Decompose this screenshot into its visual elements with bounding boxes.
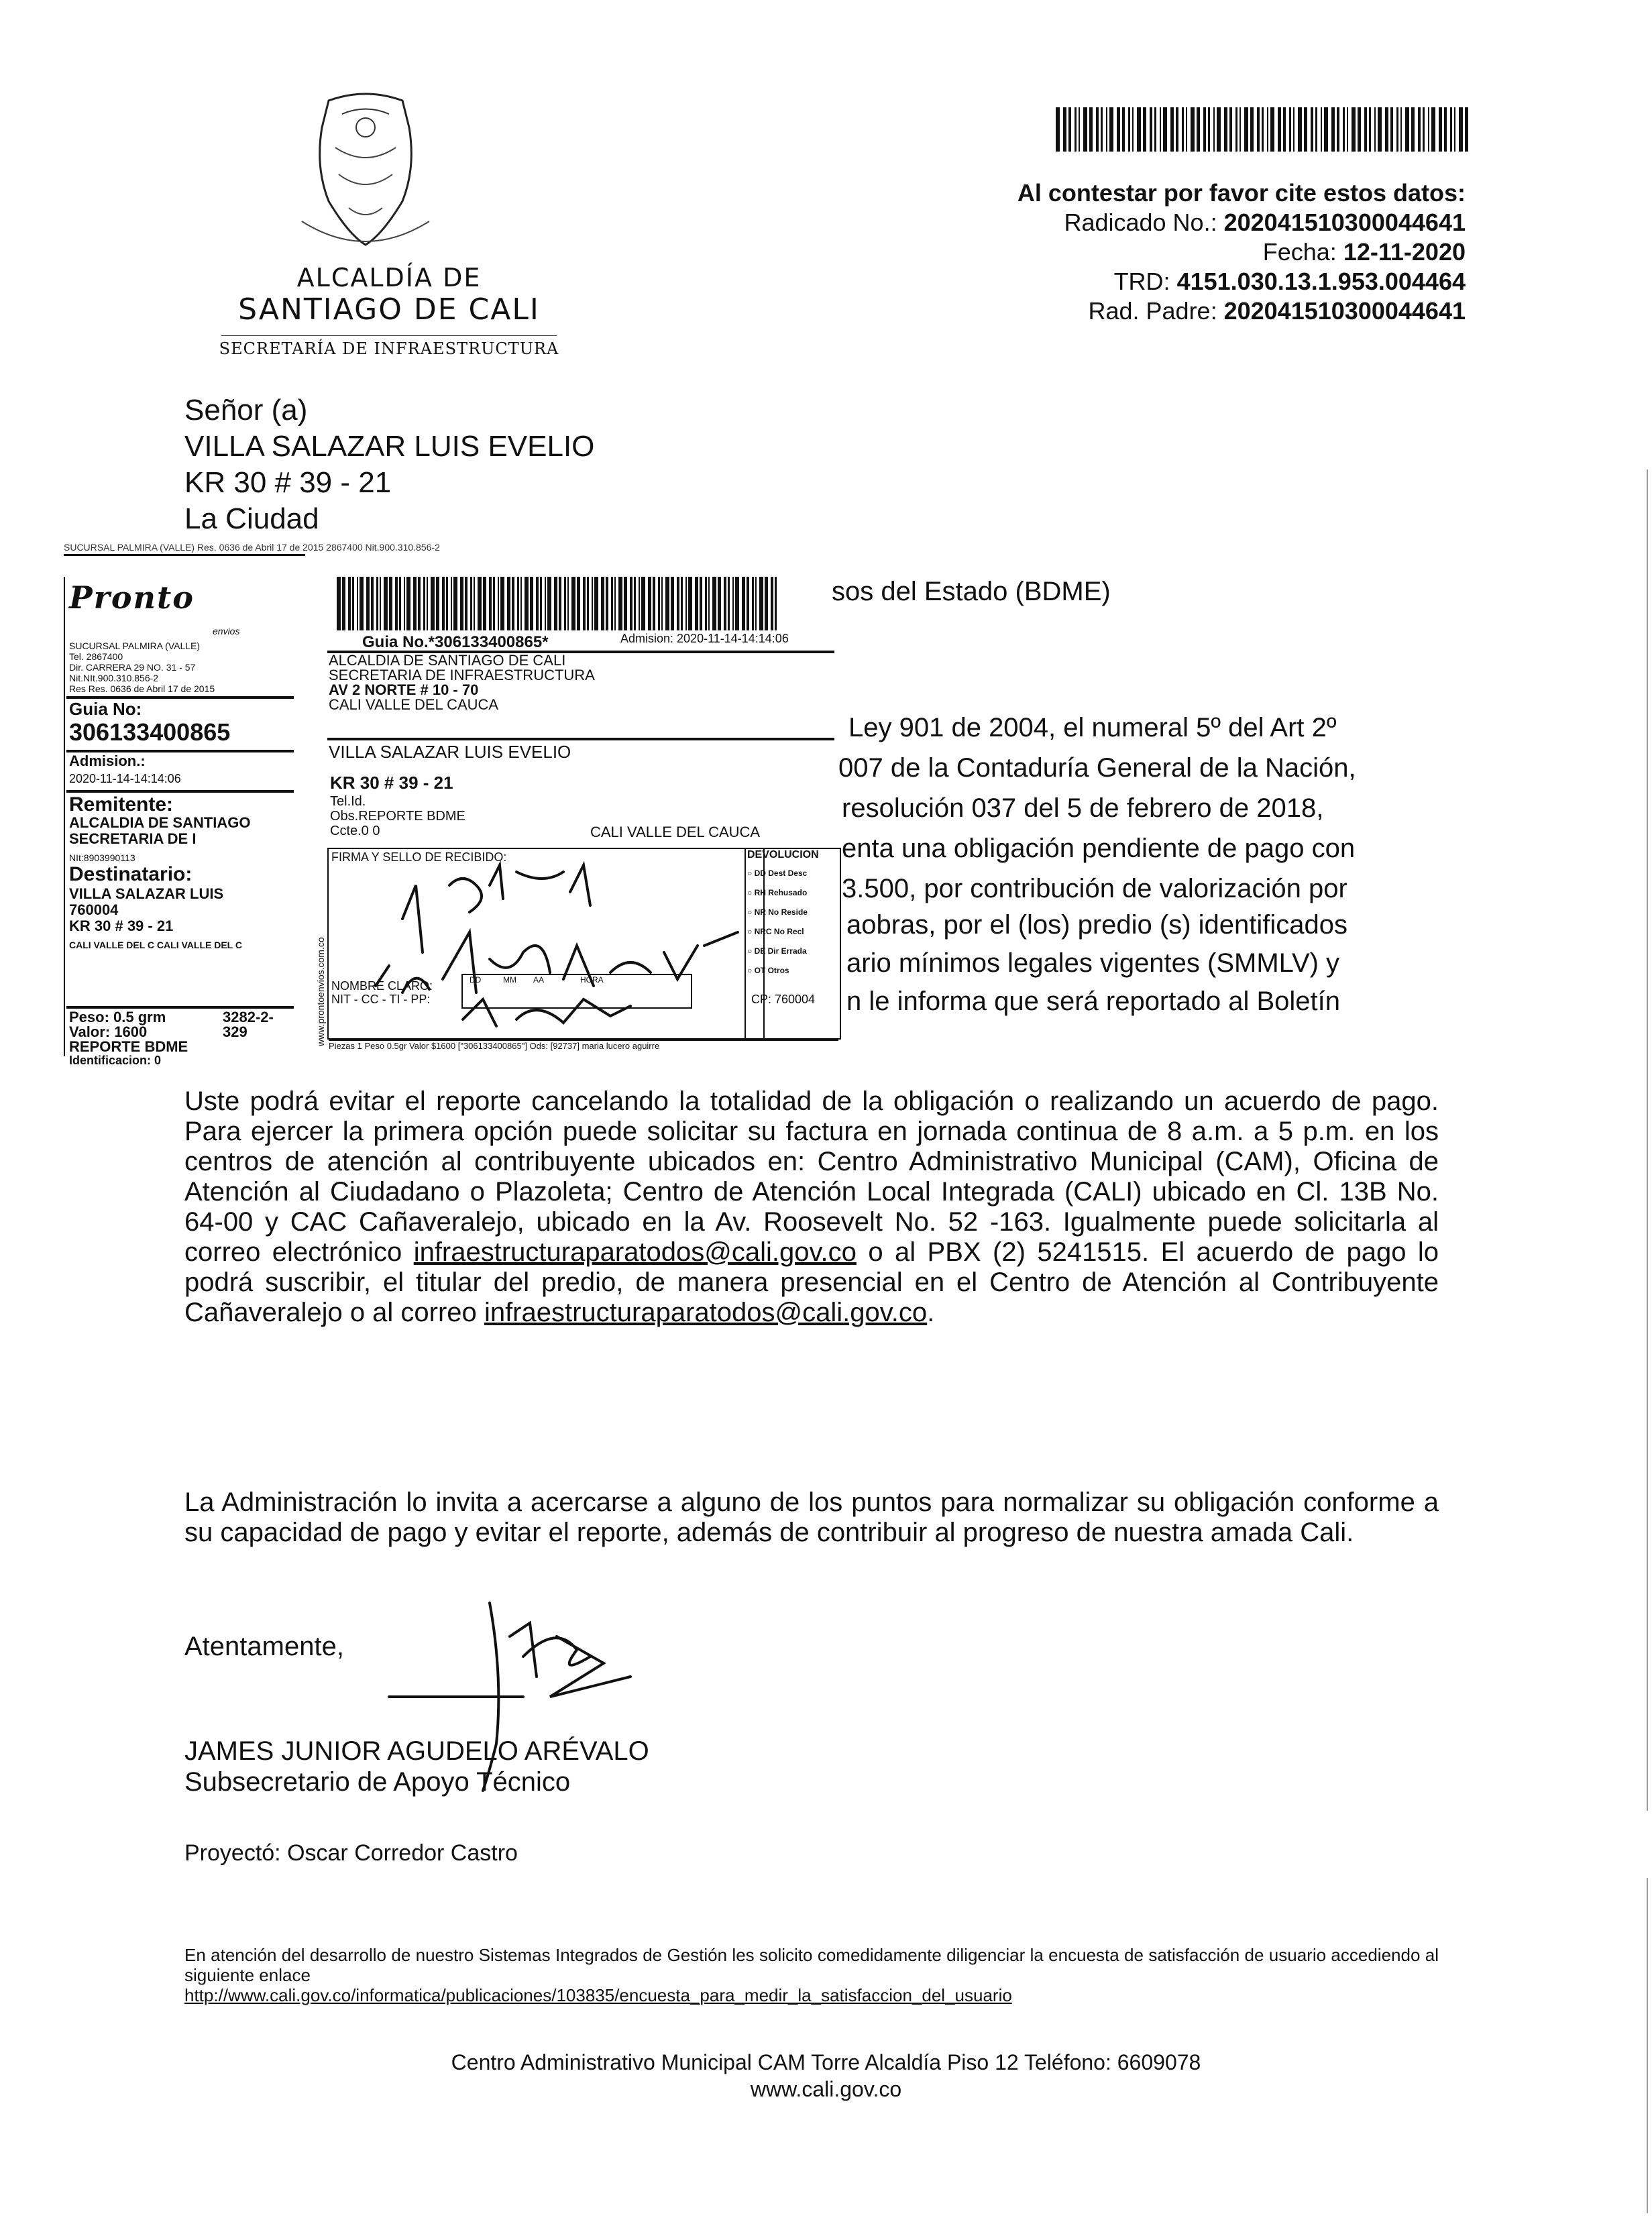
signer-block [184, 1736, 649, 1797]
stub-guia-value: 306133400865 [69, 718, 231, 746]
barcode-bar [677, 577, 679, 630]
barcode-bar [512, 577, 514, 630]
branch-dir: Dir. CARRERA 29 NO. 31 - 57 [69, 662, 196, 673]
guia-number: Guia No.*306133400865* [362, 633, 549, 651]
barcode-bar [665, 577, 669, 630]
barcode-bar [618, 577, 622, 630]
barcode-bar [1400, 107, 1402, 152]
barcode-bar [1454, 107, 1455, 152]
branch-tel: Tel. 2867400 [69, 651, 123, 662]
dev-option: ○ DE Dir Errada [747, 946, 807, 956]
barcode-bar [1465, 107, 1468, 152]
barcode-bar [395, 577, 398, 630]
barcode-bar [705, 577, 707, 630]
body-fragment-4: resolución 037 del 5 de febrero de 2018, [842, 793, 1324, 823]
barcode-bar [517, 577, 519, 630]
barcode-bar [1358, 107, 1361, 152]
barcode-bar [493, 577, 495, 630]
barcode-bar [1186, 107, 1187, 152]
barcode-bar [1347, 107, 1348, 152]
footer-website[interactable]: www.cali.gov.co [750, 2077, 902, 2101]
footer-address: Centro Administrativo Municipal CAM Torre Alcaldía Piso 12 Teléfono: 6609078 [451, 2050, 1201, 2074]
barcode-bar [1106, 107, 1107, 152]
scan-edge-line [1647, 469, 1648, 1811]
barcode-bar [759, 577, 763, 630]
barcode-bar [520, 577, 522, 630]
nombre-label: NOMBRE CLARO: [331, 979, 433, 993]
body-fragment-2: Ley 901 de 2004, el numeral 5º del Art 2º [848, 713, 1337, 742]
barcode-bar [688, 577, 692, 630]
barcode-bar [1378, 107, 1382, 152]
department-name: SECRETARÍA DE INFRAESTRUCTURA [219, 339, 559, 358]
header-divider [221, 335, 557, 336]
barcode-bar [681, 577, 683, 630]
barcode-bar [1369, 107, 1371, 152]
paragraph-options-part2: o al PBX (2) 5241515. El acuerdo de pago lo podrá suscribir, el titular del predio, de manera presencial en el Centro de Atención al Contribuyente Cañaveralejo o al correo [184, 1237, 1439, 1327]
recipient-city: La Ciudad [184, 502, 319, 535]
municipality-name [215, 262, 563, 326]
barcode-bar [624, 577, 627, 630]
barcode-bar [1289, 107, 1291, 152]
barcode-bar [1450, 107, 1452, 152]
sender-main [329, 653, 595, 712]
barcode-bar [371, 577, 374, 630]
barcode-bar [567, 577, 569, 630]
barcode-bar [1324, 107, 1328, 152]
barcode-bar [1143, 107, 1146, 152]
receiver-city: CALI VALLE DEL CAUCA [590, 824, 761, 840]
sender-line1: ALCALDIA DE SANTIAGO DE CALI [329, 652, 566, 669]
stub-dest-zip: 760004 [69, 901, 119, 918]
survey-link[interactable]: http://www.cali.gov.co/informatica/publicaciones/103835/encuesta_para_medir_la_satisfaccion_del_usuario [184, 1985, 1012, 2005]
barcode-bar [559, 577, 561, 630]
recipient-salutation: Señor (a) [184, 394, 308, 427]
dev-option: ○ RH Rehusado [747, 888, 808, 897]
barcode-bar [1257, 107, 1260, 152]
barcode-bar [342, 577, 345, 630]
barcode-bar [1224, 107, 1227, 152]
barcode-bar [1150, 107, 1152, 152]
barcode-bar [765, 577, 768, 630]
barcode-bar [1079, 107, 1080, 152]
brand-subtitle: envios [213, 626, 240, 636]
barcode-bar [470, 577, 472, 630]
barcode-bar [661, 577, 663, 630]
barcode-bar [500, 577, 504, 630]
barcode-bar [583, 577, 586, 630]
recipient-name: VILLA SALAZAR LUIS EVELIO [184, 430, 595, 463]
barcode-bar [507, 577, 510, 630]
barcode-bar [1122, 107, 1125, 152]
barcode-bar [427, 577, 428, 630]
barcode-bar [611, 577, 613, 630]
barcode-bar [1229, 107, 1232, 152]
barcode-bar [1267, 107, 1268, 152]
barcode-bar [348, 577, 351, 630]
barcode-bar [564, 577, 566, 630]
barcode-bar [1283, 107, 1286, 152]
barcode-bar [1428, 107, 1429, 152]
barcode-bar [639, 577, 640, 630]
dev-option: ○ DD Dest Desc [747, 869, 808, 878]
divider [327, 738, 834, 740]
barcode-bar [1191, 107, 1195, 152]
barcode-bar [489, 577, 492, 630]
body-fragment-5: enta una obligación pendiente de pago con [842, 834, 1356, 863]
radicado-label: Radicado No.: [1064, 209, 1217, 236]
stub-reporte: REPORTE BDME [69, 1038, 188, 1055]
signer-name: JAMES JUNIOR AGUDELO ARÉVALO [184, 1736, 649, 1766]
barcode-bar [1270, 107, 1274, 152]
body-fragment-1: sos del Estado (BDME) [832, 577, 1111, 606]
label-top-line [64, 554, 305, 556]
handwritten-signature [362, 845, 778, 1040]
barcode-bar [1096, 107, 1099, 152]
body-fragment-7: aobras, por el (los) predio (s) identificados [846, 910, 1348, 940]
project-by: Proyectó: Oscar Corredor Castro [184, 1840, 518, 1866]
barcode-bar [423, 577, 425, 630]
receiver-cte: Ccte.0 0 [330, 824, 380, 838]
barcode-bar [453, 577, 457, 630]
barcode-bar [1418, 107, 1421, 152]
closing: Atentamente, [184, 1632, 344, 1661]
barcode-bar [442, 577, 445, 630]
stub-admision-value: 2020-11-14-14:14:06 [69, 772, 181, 785]
receiver-extra [330, 794, 465, 838]
barcode-bar [1431, 107, 1435, 152]
barcode-bar [724, 577, 726, 630]
label-bottom-line: Piezas 1 Peso 0.5gr Valor $1600 ["306133400865"] Ods: [92737] maria lucero aguirre [329, 1040, 838, 1051]
barcode-bar [1137, 107, 1141, 152]
barcode-bar [752, 577, 754, 630]
barcode-bar [1154, 107, 1156, 152]
barcode-bar [1163, 107, 1167, 152]
sender-line4: CALI VALLE DEL CAUCA [329, 696, 499, 713]
coat-of-arms-seal [288, 87, 443, 255]
barcode-bar [404, 577, 405, 630]
barcode-bar [1170, 107, 1174, 152]
barcode-bar [742, 577, 745, 630]
barcode-bar [755, 577, 757, 630]
body-fragment-9: n le informa que será reportado al Boletín [846, 987, 1340, 1016]
rad-padre-label: Rad. Padre: [1088, 297, 1217, 325]
barcode-bar [1101, 107, 1103, 152]
barcode-bar [1352, 107, 1356, 152]
trd-label: TRD: [1113, 268, 1170, 295]
dev-option: ○ OT Otros [747, 966, 789, 975]
barcode-bar [577, 577, 580, 630]
barcode-bar [1423, 107, 1425, 152]
barcode-bar [1411, 107, 1415, 152]
barcode-bar [700, 577, 702, 630]
barcode-bar [1056, 107, 1060, 152]
barcode-bar [671, 577, 674, 630]
body-fragment-8: ario mínimos legales vigentes (SMMLV) y [846, 948, 1340, 978]
survey-note [184, 1945, 1439, 2005]
body-fragment-3: 007 de la Contaduría General de la Nación, [838, 753, 1356, 783]
barcode-bar [592, 577, 593, 630]
barcode-bar [1250, 107, 1254, 152]
barcode-bar [418, 577, 421, 630]
stub-dest-name: VILLA SALAZAR LUIS [69, 885, 224, 902]
barcode-bar [1063, 107, 1066, 152]
label-left-stub [64, 577, 296, 1067]
barcode-bar [747, 577, 749, 630]
stub-guia-label: Guia No: [69, 699, 142, 719]
stub-peso: Peso: 0.5 grm [69, 1009, 166, 1025]
survey-text: En atención del desarrollo de nuestro Sistemas Integrados de Gestión les solicito comedidamente diligenciar la encuesta de satisfacción de usuario accediendo al siguiente enlace [184, 1945, 1439, 1985]
barcode-bar [1197, 107, 1200, 152]
nit-cc-label: NIT - CC - TI - PP: [331, 993, 431, 1006]
barcode-bar [1293, 107, 1295, 152]
barcode-bar [641, 577, 645, 630]
barcode-bar [389, 577, 392, 630]
barcode-bar [1132, 107, 1134, 152]
barcode-bar [536, 577, 539, 630]
barcode-bar [460, 577, 463, 630]
reference-block [1017, 178, 1466, 326]
signer-title: Subsecretario de Apoyo Técnico [184, 1767, 571, 1797]
barcode-bar [1337, 107, 1339, 152]
barcode-bar [606, 577, 608, 630]
barcode-bar [1203, 107, 1206, 152]
dev-option: ○ NR No Reside [747, 907, 808, 917]
barcode-bar [732, 577, 734, 630]
firma-label: FIRMA Y SELLO DE RECIBIDO: [331, 850, 507, 864]
barcode-bar [1208, 107, 1210, 152]
barcode-bar [1459, 107, 1463, 152]
barcode-bar [1331, 107, 1335, 152]
barcode-bar [380, 577, 381, 630]
barcode-bar [653, 577, 655, 630]
barcode-bar [436, 577, 439, 630]
barcode-bar [1390, 107, 1393, 152]
barcode-bar [1244, 107, 1248, 152]
barcode-bar [571, 577, 575, 630]
sender-line2: SECRETARIA DE INFRAESTRUCTURA [329, 667, 595, 683]
barcode-bar [1083, 107, 1087, 152]
paragraph-options [184, 1086, 1439, 1328]
barcode-bar [554, 577, 557, 630]
barcode-bar [540, 577, 542, 630]
recipient-block [184, 392, 594, 537]
barcode-bar [413, 577, 417, 630]
barcode-bar [728, 577, 730, 630]
barcode-bar [1117, 107, 1120, 152]
barcode-bar [1315, 107, 1317, 152]
dev-option: ○ NRC No Recl [747, 927, 804, 936]
label-top-strip: SUCURSAL PALMIRA (VALLE) Res. 0636 de Abril 17 de 2015 2867400 Nit.900.310.856-2 [64, 542, 440, 553]
barcode-bar [648, 577, 651, 630]
barcode-bar [1109, 107, 1113, 152]
reply-note: Al contestar por favor cite estos datos: [1017, 179, 1466, 207]
barcode-bar [1298, 107, 1302, 152]
paragraph-options-part3: . [927, 1298, 935, 1327]
stub-peso-code: 3282-2-329 [223, 1009, 274, 1040]
paragraph-invitation: La Administración lo invita a acercarse a alguno de los puntos para normalizar su obligación conforme a su capacidad de pago y evitar el reporte, además de contribuir al progreso de nuestra amada Cali. [184, 1488, 1439, 1547]
barcode-bar [1089, 107, 1093, 152]
municipality-line1: ALCALDÍA DE [296, 263, 482, 292]
barcode-bar [474, 577, 475, 630]
barcode-bar [498, 577, 499, 630]
branch-name: SUCURSAL PALMIRA (VALLE) [69, 640, 201, 651]
hora-label: HORA [580, 975, 604, 985]
barcode-bar [1235, 107, 1237, 152]
sender-line3: AV 2 NORTE # 10 - 70 [329, 681, 479, 698]
barcode-bar [360, 577, 364, 630]
email-link-1[interactable]: infraestructuraparatodos@cali.gov.co [413, 1237, 857, 1267]
barcode-bar [483, 577, 486, 630]
barcode-bar [1444, 107, 1447, 152]
body-fragment-6: 3.500, por contribución de valorización por [842, 874, 1347, 903]
barcode-bar [735, 577, 739, 630]
barcode-bar [530, 577, 533, 630]
barcode-bar [547, 577, 551, 630]
barcode-bar [1160, 107, 1161, 152]
barcode-bar [366, 577, 370, 630]
guia-barcode [335, 577, 778, 630]
barcode-bar [451, 577, 452, 630]
barcode-bar [1068, 107, 1071, 152]
barcode-bar [685, 577, 687, 630]
stub-dest-city: CALI VALLE DEL C CALI VALLE DEL C [69, 940, 242, 950]
barcode-bar [658, 577, 660, 630]
barcode-bar [446, 577, 448, 630]
label-side-text: www.prontoenvios.com.co [315, 937, 326, 1046]
radicado-barcode [1054, 107, 1470, 152]
barcode-bar [376, 577, 378, 630]
barcode-bar [1075, 107, 1077, 152]
guia-admision: Admision: 2020-11-14-14:14:06 [620, 632, 789, 645]
barcode-bar [1439, 107, 1442, 152]
stub-valor: Valor: 1600 [69, 1023, 148, 1040]
barcode-bar [1240, 107, 1241, 152]
recipient-address: KR 30 # 39 - 21 [184, 466, 392, 499]
stub-destinatario-label: Destinatario: [69, 863, 192, 885]
barcode-bar [1262, 107, 1264, 152]
barcode-bar [337, 577, 341, 630]
divider [66, 790, 294, 793]
receiver-name: VILLA SALAZAR LUIS EVELIO [329, 742, 571, 762]
barcode-bar [1217, 107, 1221, 152]
barcode-bar [1343, 107, 1345, 152]
barcode-bar [1182, 107, 1184, 152]
mm-label: MM [503, 975, 516, 985]
barcode-bar [399, 577, 401, 630]
barcode-bar [708, 577, 710, 630]
email-link-2[interactable]: infraestructuraparatodos@cali.gov.co [484, 1298, 928, 1327]
barcode-bar [357, 577, 358, 630]
stub-remitente-nit: NIt:8903990113 [69, 852, 135, 863]
barcode-bar [384, 577, 388, 630]
scan-edge-line [1647, 1878, 1648, 2213]
barcode-bar [695, 577, 698, 630]
trd-value: 4151.030.13.1.953.004464 [1176, 268, 1466, 295]
stub-remitente-line1: ALCALDIA DE SANTIAGO [69, 814, 251, 831]
barcode-bar [1385, 107, 1388, 152]
branch-nit: Nit.NIt.900.310.856-2 [69, 673, 159, 683]
branch-res: Res Res. 0636 de Abril 17 de 2015 [69, 683, 215, 694]
barcode-bar [352, 577, 354, 630]
barcode-bar [1396, 107, 1398, 152]
barcode-bar [775, 577, 777, 630]
brand-logo: Pronto [69, 579, 195, 616]
stub-identificacion: Identificacion: 0 [69, 1054, 162, 1067]
barcode-bar [545, 577, 546, 630]
barcode-bar [1128, 107, 1130, 152]
radicado-value: 202041510300044641 [1223, 209, 1466, 236]
barcode-bar [634, 577, 636, 630]
receiver-address: KR 30 # 39 - 21 [330, 773, 453, 793]
stub-dest-addr: KR 30 # 39 - 21 [69, 917, 174, 934]
barcode-bar [478, 577, 482, 630]
barcode-bar [465, 577, 467, 630]
barcode-bar [1405, 107, 1409, 152]
barcode-bar [1304, 107, 1307, 152]
aa-label: AA [533, 975, 545, 985]
barcode-bar [1176, 107, 1178, 152]
label-main [302, 577, 842, 1060]
barcode-bar [630, 577, 632, 630]
barcode-bar [594, 577, 598, 630]
dd-label: DD [470, 975, 482, 985]
barcode-bar [1321, 107, 1322, 152]
rad-padre-value: 202041510300044641 [1223, 297, 1466, 325]
barcode-bar [718, 577, 721, 630]
barcode-bar [1374, 107, 1376, 152]
receiver-obs: Obs.REPORTE BDME [330, 809, 465, 824]
stub-remitente-label: Remitente: [69, 793, 174, 816]
barcode-bar [587, 577, 589, 630]
paragraph-options-part1: Uste podrá evitar el reporte cancelando la totalidad de la obligación o realizando un acuerdo de pago. Para ejercer la primera opción puede solicitar su factura en jornada continua de 8 a.m. a 5 p.m. en los centros de atención al contribuyente ubicados en: Centro Administrativo Municipal (CAM), Oficina de Atención al Ciudadano o Plazoleta; Centro de Atención Local Integrada (CALI) ubicado en Cl. 13B No. 64-00 y CAC Cañaveralejo, ubicado en la Av. Roosevelt No. 52 -163. Igualmente puede solicitarla al correo electrónico [184, 1086, 1439, 1267]
barcode-bar [406, 577, 410, 630]
municipality-line2: SANTIAGO DE CALI [238, 292, 540, 327]
stub-admision-label: Admision.: [69, 752, 146, 769]
barcode-bar [771, 577, 773, 630]
fecha-label: Fecha: [1262, 238, 1337, 266]
barcode-bar [525, 577, 529, 630]
barcode-bar [601, 577, 604, 630]
barcode-bar [614, 577, 616, 630]
devolucion-label: DEVOLUCION [747, 849, 819, 860]
barcode-bar [1311, 107, 1313, 152]
barcode-bar [1278, 107, 1281, 152]
fecha-value: 12-11-2020 [1343, 238, 1466, 266]
cp-label: CP: 760004 [751, 993, 816, 1006]
barcode-bar [1213, 107, 1215, 152]
receiver-tel: Tel.Id. [330, 794, 366, 809]
barcode-bar [1364, 107, 1367, 152]
stub-remitente-line2: SECRETARIA DE I [69, 830, 197, 847]
barcode-bar [431, 577, 435, 630]
barcode-bar [712, 577, 716, 630]
